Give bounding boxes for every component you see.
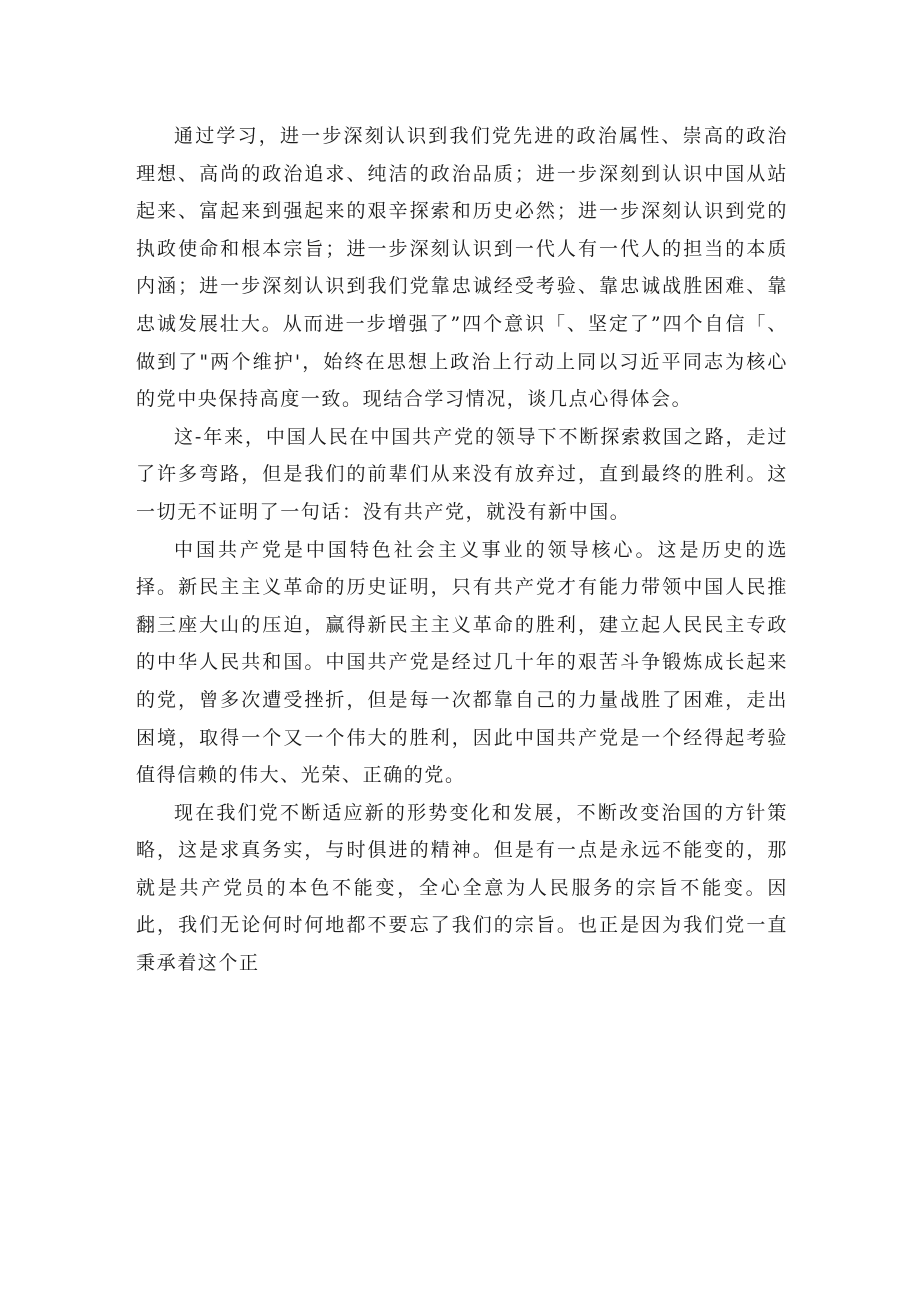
paragraph-party-purpose: 现在我们党不断适应新的形势变化和发展，不断改变治国的方针策略，这是求真务实，与时俱进的精神。但是有一点是永远不能变的，那就是共产党员的本色不能变，全心全意为人民服务的宗旨不能变。因此，我们无论何时何地都不要忘了我们的宗旨。也正是因为我们党一直秉承着这个正 bbox=[136, 801, 788, 975]
document-body bbox=[136, 118, 788, 983]
paragraph-party-leadership: 中国共产党是中国特色社会主义事业的领导核心。这是历史的选择。新民主主义革命的历史证明，只有共产党才有能力带领中国人民推翻三座大山的压迫，赢得新民主主义革命的胜利，建立起人民民主专政的中华人民共和国。中国共产党是经过几十年的艰苦斗争锻炼成长起来的党，曾多次遭受挫折，但是每一次都靠自己的力量战胜了困难，走出困境，取得一个又一个伟大的胜利，因此中国共产党是一个经得起考验值得信赖的伟大、光荣、正确的党。 bbox=[136, 538, 788, 787]
paragraph-study-insights: 通过学习，进一步深刻认识到我们党先进的政治属性、崇高的政治理想、高尚的政治追求、纯洁的政治品质；进一步深刻到认识中国从站起来、富起来到强起来的艰辛探索和历史必然；进一步深刻认识到党的执政使命和根本宗旨；进一步深刻认识到一代人有一代人的担当的本质内涵；进一步深刻认识到我们党靠忠诚经受考验、靠忠诚战胜困难、靠忠诚发展壮大。从而进一步增强了”四个意识「、坚定了”四个自信「、做到了"两个维护'，始终在思想上政治上行动上同以习近平同志为核心的党中央保持高度一致。现结合学习情况，谈几点心得体会。 bbox=[136, 125, 788, 411]
paragraph-path-to-victory: 这-年来，中国人民在中国共产党的领导下不断探索救国之路，走过了许多弯路，但是我们的前辈们从来没有放弃过，直到最终的胜利。这一切无不证明了一句话：没有共产党，就没有新中国。 bbox=[136, 425, 788, 523]
